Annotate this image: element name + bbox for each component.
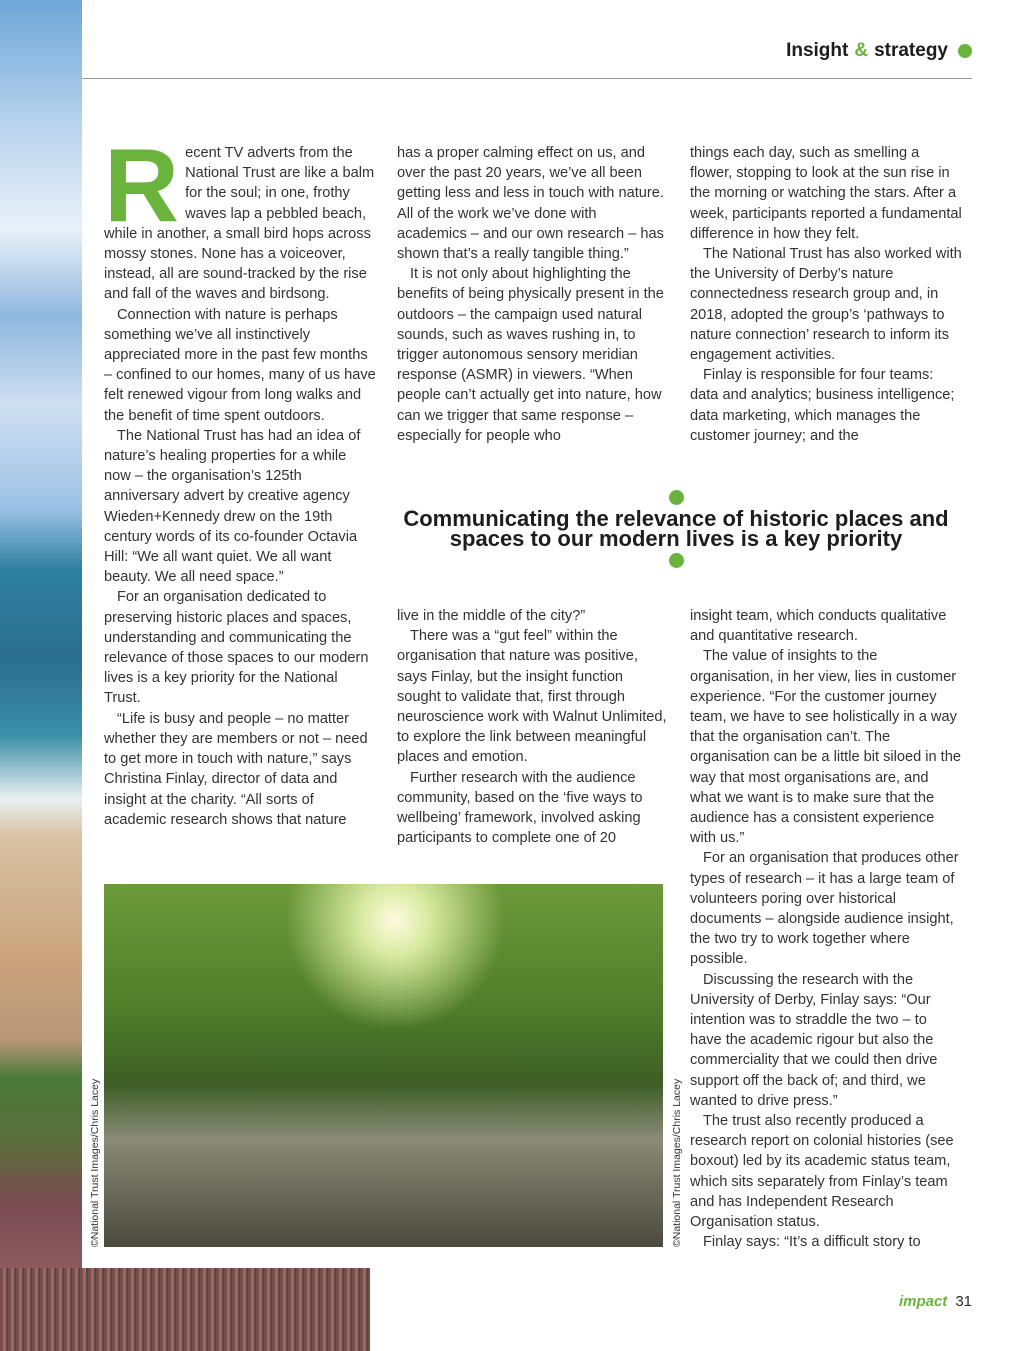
paragraph: has a proper calming effect on us, and over the past 20 years, we’ve all been getting less and less in touch with nature. All of the work we’ve done with academics – and our own research – has shown that’s a really tangible thing.” — [397, 145, 664, 263]
page-number: 31 — [955, 1293, 972, 1310]
photo-credit: ©National Trust Images/Chris Lacey — [89, 1078, 101, 1247]
woodland-walk-photo — [104, 884, 663, 1247]
green-dot-icon — [669, 553, 684, 568]
paragraph: It is not only about highlighting the benefits of being physically present in the outdoors – the campaign used natural sounds, such as waves rushing in, to trigger autonomous sensory meridian response (ASMR) in viewers. “When people can’t actually get into nature, how can we trigger that same response – especially for people who — [397, 266, 664, 444]
section-word-2: strategy — [874, 40, 948, 61]
paragraph: live in the middle of the city?” — [397, 608, 586, 624]
green-dot-icon — [669, 490, 684, 505]
paragraph: There was a “gut feel” within the organisation that nature was positive, says Finlay, but the insight function sought to validate that, first through neuroscience work with Walnut Unlimited, to explore the link between meaningful places and emotion. — [397, 628, 667, 766]
column-1 — [104, 128, 376, 830]
pull-quote — [395, 490, 957, 568]
paragraph: things each day, such as smelling a flower, stopping to look at the sun rise in the morning or watching the stars. After a week, participants reported a fundamental difference in how they felt. — [690, 145, 962, 242]
bottom-heather-image — [0, 1268, 370, 1351]
page-footer — [899, 1293, 972, 1310]
paragraph: For an organisation that produces other types of research – it has a large team of volunteers poring over historical documents – alongside audience insight, the two try to work together where possible. — [690, 850, 959, 968]
header-divider — [82, 78, 972, 79]
paragraph: ecent TV adverts from the National Trust are like a balm for the soul; in one, frothy waves lap a pebbled beach, while in another, a small bird hops across mossy stones. None has a voiceover, instead, all are sound-tracked by the rise and fall of the waves and birdsong. — [104, 145, 375, 303]
section-word-1: Insight — [786, 40, 849, 61]
paragraph: For an organisation dedicated to preserving historic places and spaces, understanding and communicating the relevance of those spaces to our modern lives is a key priority for the National Trust. — [104, 589, 369, 707]
brand-logo: impact — [898, 1293, 948, 1310]
paragraph: The trust also recently produced a research report on colonial histories (see boxout) led by its academic status team, which sits separately from Finlay’s team and has Independent Research Organisation status. — [690, 1113, 954, 1231]
section-title — [786, 40, 972, 62]
column-2-top — [397, 143, 669, 446]
column-3-top — [690, 143, 962, 446]
section-ampersand: & — [854, 40, 869, 61]
paragraph: The National Trust has had an idea of nature’s healing properties for a while now – the organisation’s 125th anniversary advert by creative agency Wieden+Kennedy drew on the 19th century words of its co-founder Octavia Hill: “We all want quiet. We all want beauty. We all need space.” — [104, 427, 361, 586]
paragraph: Connection with nature is perhaps something we’ve all instinctively appreciated more in the past few months – confined to our homes, many of us have felt renewed vigour from long walks and the benefit of time spent outdoors. — [104, 306, 376, 424]
column-3-bottom — [690, 606, 962, 1253]
green-dot-icon — [958, 44, 972, 58]
paragraph: The value of insights to the organisation, in her view, lies in customer experience. “For the customer journey team, we have to see holistically in a way that the organisation can’t. The organisation can be a little bit siloed in the way that most organisations are, and what we want is to make sure that the audience has a consistent experience with us.” — [690, 648, 961, 847]
drop-cap: R — [104, 128, 180, 244]
paragraph: “Life is busy and people – no matter whether they are members or not – need to get more in touch with nature,” says Christina Finlay, director of data and insight at the charity. “All sorts of academic research shows that nature — [104, 710, 368, 828]
photo-credit: ©National Trust Images/Chris Lacey — [671, 1078, 683, 1247]
paragraph: Finlay is responsible for four teams: data and analytics; business intelligence; data marketing, which manages the customer journey; and the — [690, 367, 955, 444]
paragraph: Discussing the research with the University of Derby, Finlay says: “Our intention was to straddle the two – to have the academic rigour but also the commerciality that we could then drive support off the back of; and third, we wanted to drive press.” — [690, 971, 938, 1109]
paragraph: The National Trust has also worked with the University of Derby’s nature connectedness research group and, in 2018, adopted the group’s ‘pathways to nature connection’ research to inform its engagement activities. — [690, 246, 962, 364]
paragraph: Finlay says: “It’s a difficult story to — [703, 1234, 921, 1251]
pull-quote-text: Communicating the relevance of historic places and spaces to our modern lives is a key priority — [403, 506, 949, 551]
paragraph: insight team, which conducts qualitative and quantitative research. — [690, 608, 947, 645]
paragraph: Further research with the audience community, based on the ‘five ways to wellbeing’ framework, involved asking participants to complete one of 20 — [397, 769, 643, 847]
column-2-bottom — [397, 606, 669, 848]
side-landscape-image — [0, 0, 82, 1268]
